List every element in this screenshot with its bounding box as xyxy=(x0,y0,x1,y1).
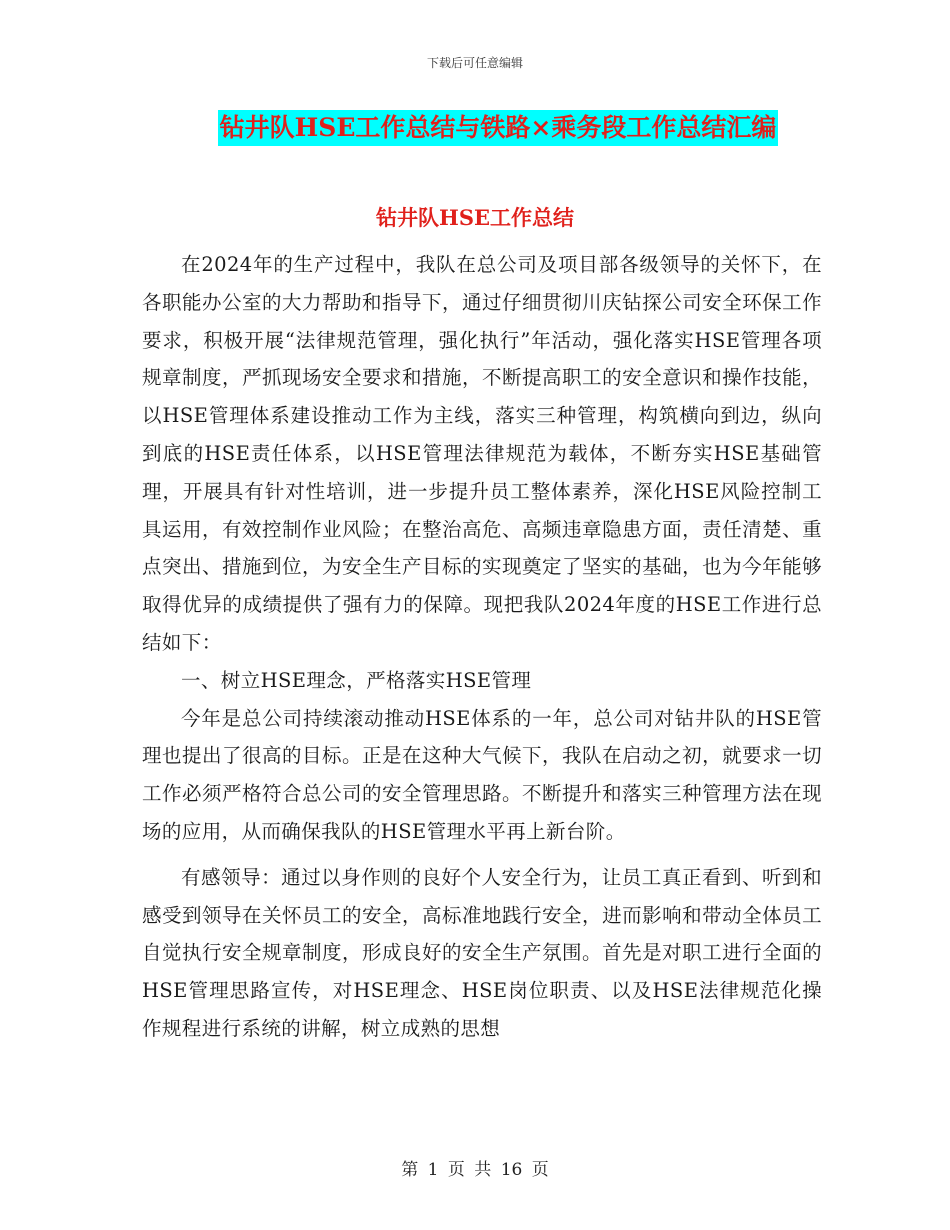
page-header-note: 下载后可任意编辑 xyxy=(426,56,523,70)
page-number: 第 1 页 共 16 页 xyxy=(401,1160,549,1180)
paragraph-hse-management: 今年是总公司持续滚动推动HSE体系的一年，总公司对钻井队的HSE管理也提出了很高的目标。正是在这种大气候下，我队在启动之初，就要求一切工作必须严格符合总公司的安全管理思路。不断提升和落实三种管理方法在现场的应用，从而确保我队的HSE管理水平再上新台阶。 xyxy=(142,706,822,843)
section-title: 钻井队HSE工作总结 xyxy=(375,205,574,230)
document-body xyxy=(142,246,822,1048)
document-title-container xyxy=(0,110,950,146)
paragraph-intro: 在2024年的生产过程中，我队在总公司及项目部各级领导的关怀下，在各职能办公室的大力帮助和指导下，通过仔细贯彻川庆钻探公司安全环保工作要求，积极开展“法律规范管理，强化执行”年活动，强化落实HSE管理各项规章制度，严抓现场安全要求和措施，不断提高职工的安全意识和操作技能，以HSE管理体系建设推动工作为主线，落实三种管理，构筑横向到边，纵向到底的HSE责任体系，以HSE管理法律规范为载体，不断夯实HSE基础管理，开展具有针对性培训，进一步提升员工整体素养，深化HSE风险控制工具运用，有效控制作业风险；在整治高危、高频违章隐患方面，责任清楚、重点突出、措施到位，为安全生产目标的实现奠定了坚实的基础，也为今年能够取得优异的成绩提供了强有力的保障。现把我队2024年度的HSE工作进行总结如下： xyxy=(142,253,822,654)
paragraph-heading-1: 一、树立HSE理念，严格落实HSE管理 xyxy=(181,668,532,692)
paragraph-visible-leadership: 有感领导：通过以身作则的良好个人安全行为，让员工真正看到、听到和感受到领导在关怀员工的安全，高标准地践行安全，进而影响和带动全体员工自觉执行安全规章制度，形成良好的安全生产氛围。首先是对职工进行全面的HSE管理思路宣传，对HSE理念、HSE岗位职责、以及HSE法律规范化操作规程进行系统的讲解，树立成熟的思想 xyxy=(142,865,822,1040)
document-title: 钻井队HSE工作总结与铁路×乘务段工作总结汇编 xyxy=(218,110,779,146)
